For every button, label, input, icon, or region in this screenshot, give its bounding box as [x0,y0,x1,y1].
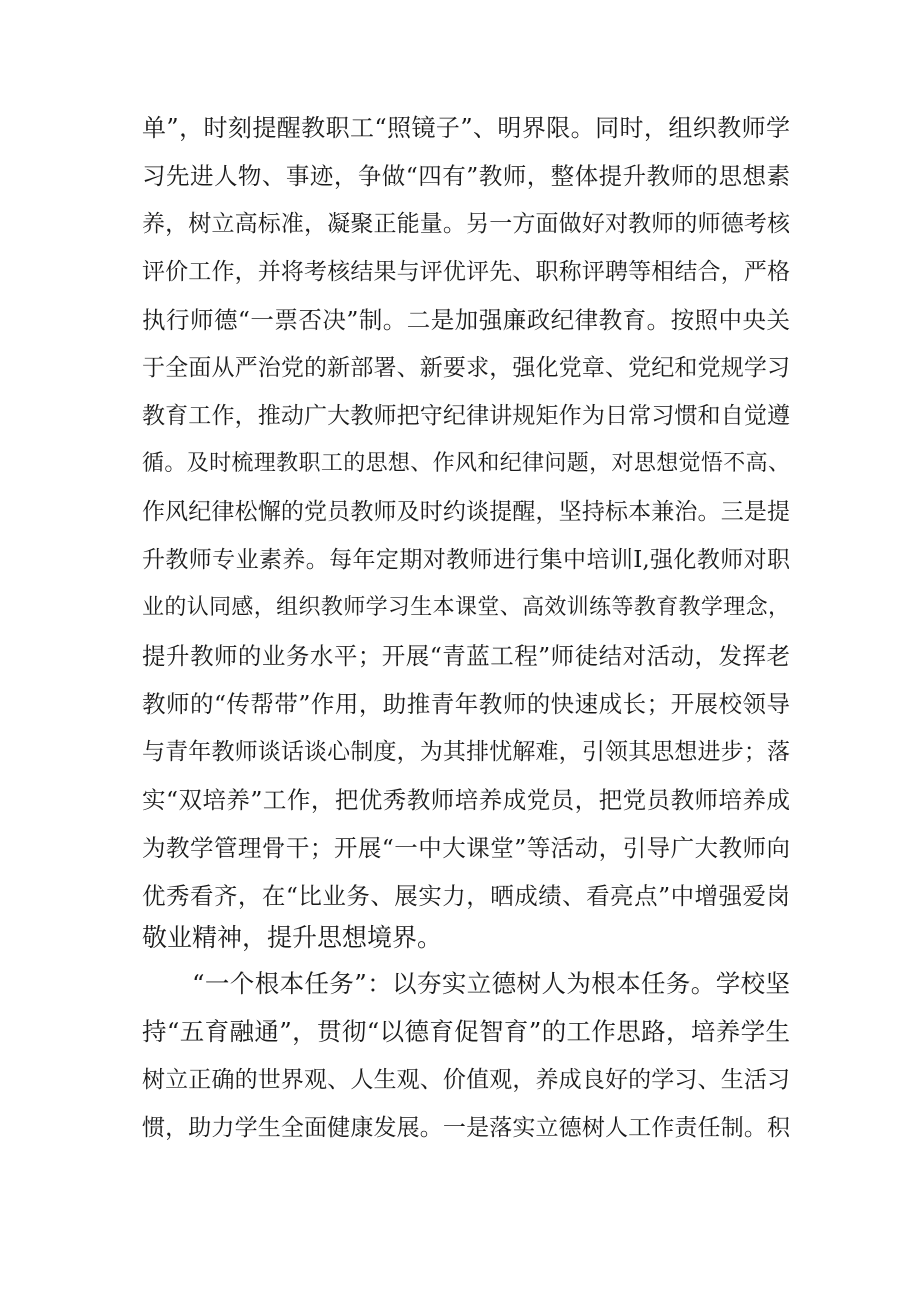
text-line-16: 为教学管理骨干；开展“一中大课堂”等活动，引导广大教师向 [142,834,790,862]
text-line-4: 评价工作，并将考核结果与评优评先、职称评聘等相结合，严格 [142,259,790,285]
text-line-12: 提升教师的业务水平；开展“青蓝工程”师徒结对活动，发挥老 [142,642,790,670]
text-line-21: 树立正确的世界观、人生观、价值观，养成良好的学习、生活习 [142,1067,790,1093]
text-line-9: 作风纪律松懈的党员教师及时约谈提醒，坚持标本兼治。三是提 [142,499,790,525]
text-line-1: 单”，时刻提醒教职工“照镜子”、明界限。同时，组织教师学 [142,114,790,142]
text-line-13: 教师的“传帮带”作用，助推青年教师的快速成长；开展校领导 [142,690,790,718]
text-line-8: 循。及时梳理教职工的思想、作风和纪律问题，对思想觉悟不高、 [142,451,790,476]
text-line-6: 于全面从严治党的新部署、新要求，强化党章、党纪和党规学习 [142,355,790,381]
text-line-19: “一个根本任务”：以夯实立德树人为根本任务。学校坚 [192,969,790,998]
text-line-2: 习先进人物、事迹，争做“四有”教师，整体提升教师的思想素 [142,162,790,190]
text-line-17: 优秀看齐，在“比业务、展实力，晒成绩、看亮点”中增强爱岗 [142,882,790,910]
text-line-10: 升教师专业素养。每年定期对教师进行集中培训I,强化教师对职 [142,547,790,573]
text-line-20: 持“五育融通”，贯彻“以德育促智育”的工作思路，培养学生 [142,1017,790,1046]
text-line-5: 执行师德“一票否决”制。二是加强廉政纪律教育。按照中央关 [142,306,790,334]
text-line-15: 实“双培养”工作，把优秀教师培养成党员，把党员教师培养成 [142,786,790,814]
text-line-22: 惯，助力学生全面健康发展。一是落实立德树人工作责任制。积 [142,1115,790,1141]
text-line-7: 教育工作，推动广大教师把守纪律讲规矩作为日常习惯和自觉遵 [142,403,790,429]
text-line-18: 敬业精神，提升思想境界。 [142,923,443,952]
text-line-3: 养，树立高标准，凝聚正能量。另一方面做好对教师的师德考核 [142,211,790,237]
text-line-11: 业的认同感，组织教师学习生本课堂、高效训练等教育教学理念， [142,595,790,620]
text-line-14: 与青年教师谈话谈心制度，为其排忧解难，引领其思想进步；落 [142,739,790,765]
